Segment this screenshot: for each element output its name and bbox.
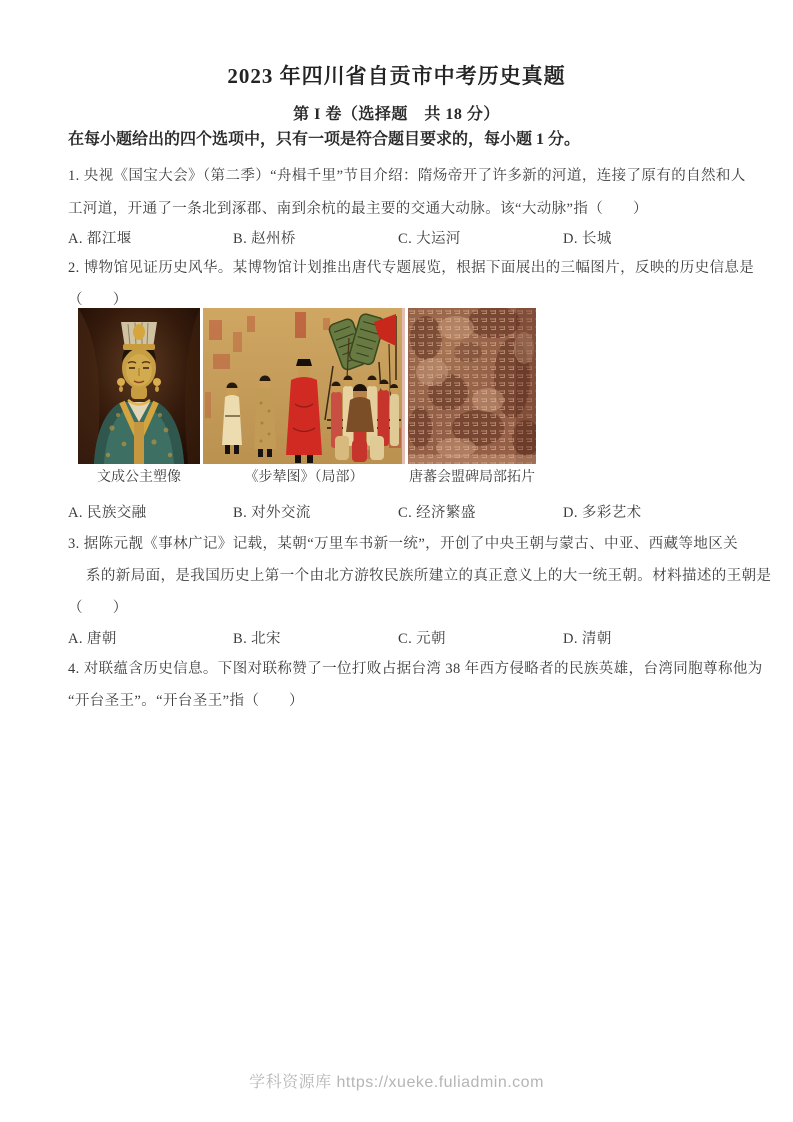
q1-option-a: A. 都江堰 bbox=[68, 231, 132, 247]
tangbo-stele-rubbing-image bbox=[408, 308, 536, 464]
q3-option-d: D. 清朝 bbox=[563, 631, 612, 647]
section-heading: 第 I 卷（选择题 共 18 分） bbox=[293, 106, 500, 123]
q2-text-line2: （ ） bbox=[68, 292, 128, 308]
q4-text-line2: “开台圣王”。“开台圣王”指（ ） bbox=[68, 693, 304, 709]
watermark-footer: 学科资源库 https://xueke.fuliadmin.com bbox=[249, 1074, 544, 1091]
q1-options-row bbox=[68, 227, 728, 248]
q2-option-c: C. 经济繁盛 bbox=[398, 505, 476, 521]
bunian-painting-image bbox=[203, 308, 405, 464]
q1-text-line1: 1. 央视《国宝大会》（第二季）“舟楫千里”节目介绍：隋炀帝开了许多新的河道，连接了原有的自然和人 bbox=[68, 168, 746, 184]
q3-text-line2: 系的新局面，是我国历史上第一个由北方游牧民族所建立的真正意义上的大一统王朝。材料描述的王朝是 bbox=[86, 568, 772, 584]
wencheng-statue-image bbox=[78, 308, 200, 464]
q3-text-line3: （ ） bbox=[68, 600, 128, 616]
caption-tangbo-rubbing: 唐蕃会盟碑局部拓片 bbox=[409, 470, 535, 485]
instructions-line: 在每小题给出的四个选项中，只有一项是符合题目要求的，每小题 1 分。 bbox=[68, 131, 581, 148]
caption-wencheng-statue: 文成公主塑像 bbox=[97, 470, 181, 485]
q3-text-line1: 3. 据陈元靓《事林广记》记载，某朝“万里车书新一统”，开创了中央王朝与蒙古、中亚、西藏等地区关 bbox=[68, 536, 739, 552]
page-title: 2023 年四川省自贡市中考历史真题 bbox=[227, 64, 566, 88]
q1-text-line2: 工河道，开通了一条北到涿郡、南到余杭的最主要的交通大动脉。该“大动脉”指（ ） bbox=[68, 201, 648, 217]
q3-options-row bbox=[68, 627, 728, 648]
q2-option-d: D. 多彩艺术 bbox=[563, 505, 642, 521]
caption-bunian-painting: 《步辇图》（局部） bbox=[244, 470, 364, 485]
q2-text-line1: 2. 博物馆见证历史风华。某博物馆计划推出唐代专题展览，根据下面展出的三幅图片，反映的历史信息是 bbox=[68, 260, 755, 276]
q2-options-row bbox=[68, 501, 728, 522]
q3-option-a: A. 唐朝 bbox=[68, 631, 117, 647]
q2-figure-captions bbox=[78, 466, 536, 486]
q2-option-b: B. 对外交流 bbox=[233, 505, 311, 521]
q1-option-c: C. 大运河 bbox=[398, 231, 461, 247]
q3-option-b: B. 北宋 bbox=[233, 631, 281, 647]
q2-figure-strip bbox=[78, 308, 536, 464]
q2-option-a: A. 民族交融 bbox=[68, 505, 147, 521]
q3-option-c: C. 元朝 bbox=[398, 631, 446, 647]
q4-text-line1: 4. 对联蕴含历史信息。下图对联称赞了一位打败占据台湾 38 年西方侵略者的民族英雄，台湾同胞尊称他为 bbox=[68, 661, 763, 677]
q1-option-d: D. 长城 bbox=[563, 231, 612, 247]
q1-option-b: B. 赵州桥 bbox=[233, 231, 296, 247]
